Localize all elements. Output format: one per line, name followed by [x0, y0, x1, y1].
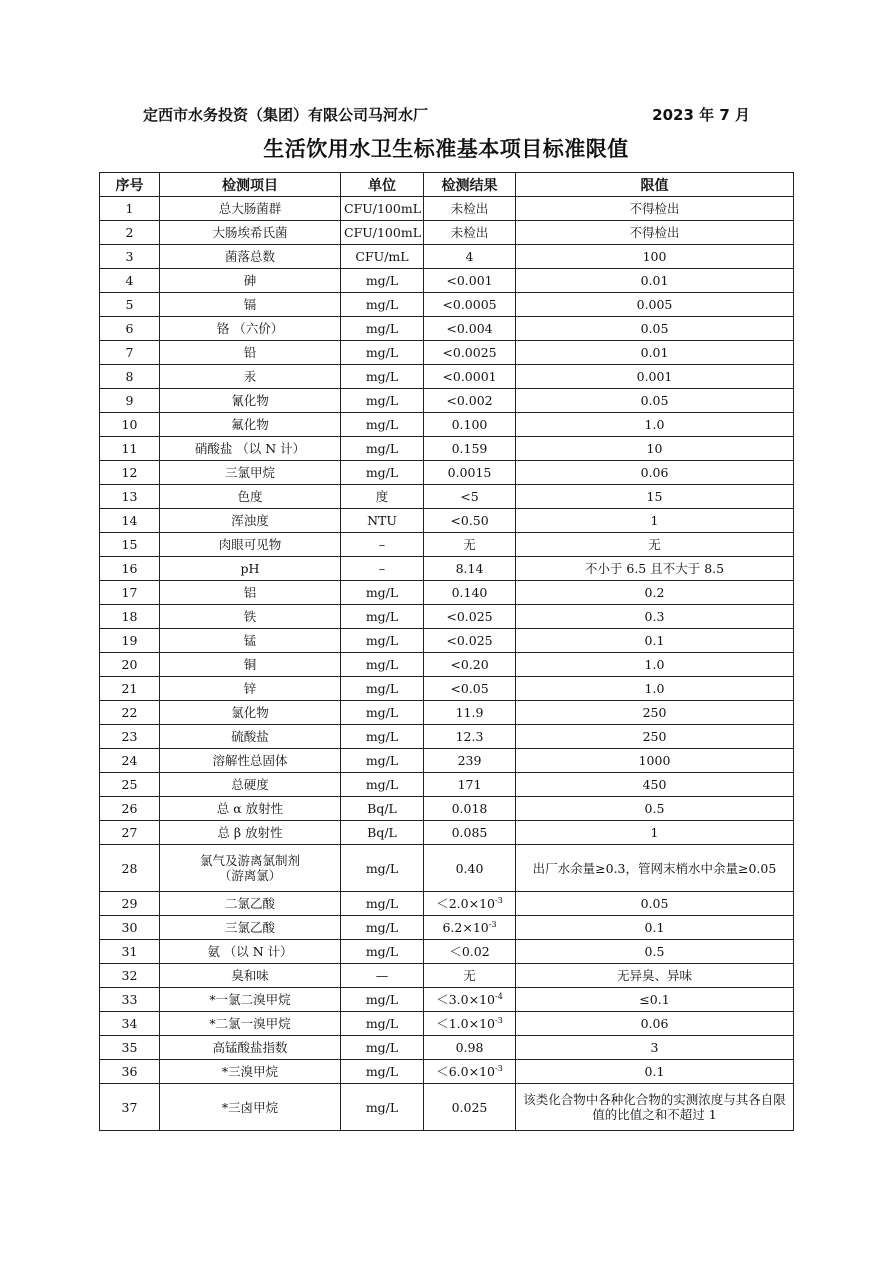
- test-result: 12.3: [424, 725, 516, 749]
- column-header-limit: 限值: [516, 173, 794, 197]
- limit-value: 0.06: [516, 1012, 794, 1036]
- row-number: 8: [100, 365, 160, 389]
- table-row: [100, 821, 794, 845]
- table-row: [100, 389, 794, 413]
- test-result: <0.20: [424, 653, 516, 677]
- unit: mg/L: [341, 413, 424, 437]
- limit-value: 3: [516, 1036, 794, 1060]
- item-name: 浑浊度: [160, 509, 341, 533]
- test-result: 无: [424, 964, 516, 988]
- limit-value: 不得检出: [516, 221, 794, 245]
- report-date: 2023 年 7 月: [652, 106, 750, 124]
- row-number: 21: [100, 677, 160, 701]
- item-name: 铅: [160, 341, 341, 365]
- column-header-unit: 单位: [341, 173, 424, 197]
- table-row: [100, 1084, 794, 1131]
- row-number: 12: [100, 461, 160, 485]
- row-number: 6: [100, 317, 160, 341]
- test-result: [424, 916, 516, 940]
- row-number: 4: [100, 269, 160, 293]
- unit: mg/L: [341, 1012, 424, 1036]
- result-exponent: -4: [494, 991, 503, 1001]
- row-number: 29: [100, 892, 160, 916]
- unit: mg/L: [341, 365, 424, 389]
- table-row: [100, 701, 794, 725]
- table-row: [100, 749, 794, 773]
- table-row: [100, 797, 794, 821]
- result-exponent: -3: [494, 895, 503, 905]
- unit: mg/L: [341, 605, 424, 629]
- item-name: 硝酸盐 （以 N 计）: [160, 437, 341, 461]
- unit: –: [341, 557, 424, 581]
- row-number: 1: [100, 197, 160, 221]
- test-result: [424, 892, 516, 916]
- test-result: <0.50: [424, 509, 516, 533]
- document-title: 生活饮用水卫生标准基本项目标准限值: [263, 137, 629, 161]
- result-base: ＜1.0×10: [436, 1016, 495, 1031]
- test-result: 11.9: [424, 701, 516, 725]
- unit: NTU: [341, 509, 424, 533]
- test-result: <5: [424, 485, 516, 509]
- table-row: [100, 1060, 794, 1084]
- unit: mg/L: [341, 293, 424, 317]
- item-name: 三氯甲烷: [160, 461, 341, 485]
- table-row: [100, 413, 794, 437]
- test-result: 8.14: [424, 557, 516, 581]
- limit-value: 1.0: [516, 653, 794, 677]
- test-result: <0.0025: [424, 341, 516, 365]
- limit-value: 无: [516, 533, 794, 557]
- row-number: 23: [100, 725, 160, 749]
- result-base: ＜2.0×10: [436, 896, 495, 911]
- limit-value: 不小于 6.5 且不大于 8.5: [516, 557, 794, 581]
- item-name: 臭和味: [160, 964, 341, 988]
- item-name: 镉: [160, 293, 341, 317]
- item-name: *二氯一溴甲烷: [160, 1012, 341, 1036]
- table-row: [100, 437, 794, 461]
- item-name: 铬 （六价）: [160, 317, 341, 341]
- test-result: 0.0015: [424, 461, 516, 485]
- test-result: <0.0005: [424, 293, 516, 317]
- table-row: [100, 964, 794, 988]
- test-result: 0.018: [424, 797, 516, 821]
- limit-value: 0.3: [516, 605, 794, 629]
- item-name: 锰: [160, 629, 341, 653]
- limit-value: 0.005: [516, 293, 794, 317]
- item-name-line2: （游离氯）: [218, 868, 282, 883]
- table-row: [100, 1036, 794, 1060]
- item-name: 总大肠菌群: [160, 197, 341, 221]
- limit-value: 0.01: [516, 269, 794, 293]
- unit: mg/L: [341, 653, 424, 677]
- result-base: ＜3.0×10: [436, 992, 495, 1007]
- limit-value: 出厂水余量≥0.3，管网末梢水中余量≥0.05: [516, 845, 794, 892]
- test-result: 0.159: [424, 437, 516, 461]
- test-result: 0.100: [424, 413, 516, 437]
- row-number: 11: [100, 437, 160, 461]
- table-row: [100, 365, 794, 389]
- unit: mg/L: [341, 677, 424, 701]
- result-exponent: -3: [494, 1063, 503, 1073]
- column-header-no: 序号: [100, 173, 160, 197]
- unit: Bq/L: [341, 821, 424, 845]
- table-row: [100, 269, 794, 293]
- row-number: 27: [100, 821, 160, 845]
- unit: CFU/100mL: [341, 197, 424, 221]
- test-result: ＜0.02: [424, 940, 516, 964]
- row-number: 19: [100, 629, 160, 653]
- item-name: 氯化物: [160, 701, 341, 725]
- test-result: 239: [424, 749, 516, 773]
- row-number: 3: [100, 245, 160, 269]
- item-name: 氟化物: [160, 413, 341, 437]
- limit-value: 1: [516, 821, 794, 845]
- table-row: [100, 605, 794, 629]
- test-result: 0.025: [424, 1084, 516, 1131]
- unit: mg/L: [341, 845, 424, 892]
- limit-value: 0.1: [516, 1060, 794, 1084]
- limit-value: 该类化合物中各种化合物的实测浓度与其各自限值的比值之和不超过 1: [516, 1084, 794, 1131]
- table-header-row: [100, 173, 794, 197]
- table-row: [100, 581, 794, 605]
- table-row: [100, 245, 794, 269]
- limit-value: 15: [516, 485, 794, 509]
- unit: mg/L: [341, 1084, 424, 1131]
- item-name: 锌: [160, 677, 341, 701]
- test-result: <0.004: [424, 317, 516, 341]
- unit: mg/L: [341, 916, 424, 940]
- unit: mg/L: [341, 701, 424, 725]
- item-name: 总硬度: [160, 773, 341, 797]
- unit: mg/L: [341, 437, 424, 461]
- result-exponent: -3: [494, 1015, 503, 1025]
- test-result: 未检出: [424, 197, 516, 221]
- limit-value: 10: [516, 437, 794, 461]
- limit-value: 0.2: [516, 581, 794, 605]
- test-result: <0.001: [424, 269, 516, 293]
- test-result: 171: [424, 773, 516, 797]
- row-number: 2: [100, 221, 160, 245]
- table-row: [100, 557, 794, 581]
- row-number: 26: [100, 797, 160, 821]
- table-row: [100, 653, 794, 677]
- unit: Bq/L: [341, 797, 424, 821]
- table-row: [100, 629, 794, 653]
- unit: mg/L: [341, 581, 424, 605]
- unit: —: [341, 964, 424, 988]
- row-number: 9: [100, 389, 160, 413]
- row-number: 22: [100, 701, 160, 725]
- limit-value: 0.5: [516, 940, 794, 964]
- row-number: 16: [100, 557, 160, 581]
- item-name: pH: [160, 557, 341, 581]
- item-name: 总 β 放射性: [160, 821, 341, 845]
- unit: mg/L: [341, 341, 424, 365]
- test-result: 0.98: [424, 1036, 516, 1060]
- unit: mg/L: [341, 988, 424, 1012]
- row-number: 18: [100, 605, 160, 629]
- row-number: 7: [100, 341, 160, 365]
- limit-value: 1.0: [516, 413, 794, 437]
- table-row: [100, 845, 794, 892]
- limit-value: 不得检出: [516, 197, 794, 221]
- limit-value: 0.01: [516, 341, 794, 365]
- unit: mg/L: [341, 773, 424, 797]
- unit: mg/L: [341, 940, 424, 964]
- test-result: <0.025: [424, 605, 516, 629]
- row-number: 37: [100, 1084, 160, 1131]
- item-name: *一氯二溴甲烷: [160, 988, 341, 1012]
- table-row: [100, 197, 794, 221]
- row-number: 32: [100, 964, 160, 988]
- table-row: [100, 773, 794, 797]
- table-row: [100, 1012, 794, 1036]
- unit: mg/L: [341, 1060, 424, 1084]
- unit: mg/L: [341, 461, 424, 485]
- row-number: 35: [100, 1036, 160, 1060]
- unit: mg/L: [341, 749, 424, 773]
- limit-value: 0.1: [516, 629, 794, 653]
- limit-value: 250: [516, 701, 794, 725]
- table-row: [100, 892, 794, 916]
- unit: mg/L: [341, 389, 424, 413]
- result-base: 6.2×10: [442, 920, 489, 935]
- limit-value: 1: [516, 509, 794, 533]
- limit-value: 450: [516, 773, 794, 797]
- limit-value: 无异臭、异味: [516, 964, 794, 988]
- item-name: *三溴甲烷: [160, 1060, 341, 1084]
- limit-value: 0.05: [516, 317, 794, 341]
- table-row: [100, 916, 794, 940]
- report-header: [143, 104, 750, 126]
- item-name: 氰化物: [160, 389, 341, 413]
- limit-value: 250: [516, 725, 794, 749]
- test-result: 未检出: [424, 221, 516, 245]
- unit: CFU/mL: [341, 245, 424, 269]
- test-result: [424, 988, 516, 1012]
- test-result: <0.025: [424, 629, 516, 653]
- test-result: <0.0001: [424, 365, 516, 389]
- limit-value: 100: [516, 245, 794, 269]
- item-name: 铁: [160, 605, 341, 629]
- limit-value: 0.001: [516, 365, 794, 389]
- column-header-result: 检测结果: [424, 173, 516, 197]
- row-number: 17: [100, 581, 160, 605]
- table-body: [100, 197, 794, 1131]
- unit: mg/L: [341, 269, 424, 293]
- unit: CFU/100mL: [341, 221, 424, 245]
- item-name: 溶解性总固体: [160, 749, 341, 773]
- item-name: 高锰酸盐指数: [160, 1036, 341, 1060]
- table-row: [100, 461, 794, 485]
- limit-value: 1000: [516, 749, 794, 773]
- row-number: 5: [100, 293, 160, 317]
- row-number: 34: [100, 1012, 160, 1036]
- item-name: 色度: [160, 485, 341, 509]
- unit: mg/L: [341, 629, 424, 653]
- limit-value: 0.05: [516, 892, 794, 916]
- limit-value: 0.05: [516, 389, 794, 413]
- limit-value: 0.5: [516, 797, 794, 821]
- test-result: [424, 1012, 516, 1036]
- item-name: 汞: [160, 365, 341, 389]
- row-number: 33: [100, 988, 160, 1012]
- row-number: 15: [100, 533, 160, 557]
- item-name: 大肠埃希氏菌: [160, 221, 341, 245]
- row-number: 10: [100, 413, 160, 437]
- row-number: 20: [100, 653, 160, 677]
- row-number: 13: [100, 485, 160, 509]
- test-result: 0.085: [424, 821, 516, 845]
- standards-table: [99, 172, 794, 1131]
- row-number: 25: [100, 773, 160, 797]
- test-result: <0.002: [424, 389, 516, 413]
- limit-value: 1.0: [516, 677, 794, 701]
- table-row: [100, 533, 794, 557]
- result-base: ＜6.0×10: [436, 1064, 495, 1079]
- limit-value: ≤0.1: [516, 988, 794, 1012]
- item-name: *三卤甲烷: [160, 1084, 341, 1131]
- item-name-line1: 氯气及游离氯制剂: [199, 853, 300, 868]
- row-number: 30: [100, 916, 160, 940]
- item-name: 铜: [160, 653, 341, 677]
- row-number: 28: [100, 845, 160, 892]
- unit: mg/L: [341, 317, 424, 341]
- test-result: [424, 1060, 516, 1084]
- row-number: 31: [100, 940, 160, 964]
- item-name: 二氯乙酸: [160, 892, 341, 916]
- column-header-item: 检测项目: [160, 173, 341, 197]
- row-number: 36: [100, 1060, 160, 1084]
- table-row: [100, 940, 794, 964]
- unit: mg/L: [341, 725, 424, 749]
- table-row: [100, 485, 794, 509]
- table-row: [100, 341, 794, 365]
- unit: mg/L: [341, 892, 424, 916]
- organization-name: 定西市水务投资（集团）有限公司马河水厂: [143, 106, 429, 124]
- result-exponent: -3: [488, 919, 497, 929]
- test-result: <0.05: [424, 677, 516, 701]
- test-result: 4: [424, 245, 516, 269]
- table-row: [100, 509, 794, 533]
- test-result: 0.40: [424, 845, 516, 892]
- item-name: 铝: [160, 581, 341, 605]
- table-row: [100, 988, 794, 1012]
- unit: mg/L: [341, 1036, 424, 1060]
- item-name: 三氯乙酸: [160, 916, 341, 940]
- limit-value: 0.06: [516, 461, 794, 485]
- row-number: 24: [100, 749, 160, 773]
- item-name: 硫酸盐: [160, 725, 341, 749]
- limit-value: 0.1: [516, 916, 794, 940]
- test-result: 无: [424, 533, 516, 557]
- item-name: 菌落总数: [160, 245, 341, 269]
- table-row: [100, 317, 794, 341]
- unit: 度: [341, 485, 424, 509]
- test-result: 0.140: [424, 581, 516, 605]
- item-name: [160, 845, 341, 892]
- row-number: 14: [100, 509, 160, 533]
- table-row: [100, 725, 794, 749]
- table-row: [100, 677, 794, 701]
- item-name: 肉眼可见物: [160, 533, 341, 557]
- item-name: 氨 （以 N 计）: [160, 940, 341, 964]
- item-name: 砷: [160, 269, 341, 293]
- item-name: 总 α 放射性: [160, 797, 341, 821]
- table-row: [100, 221, 794, 245]
- table-row: [100, 293, 794, 317]
- unit: –: [341, 533, 424, 557]
